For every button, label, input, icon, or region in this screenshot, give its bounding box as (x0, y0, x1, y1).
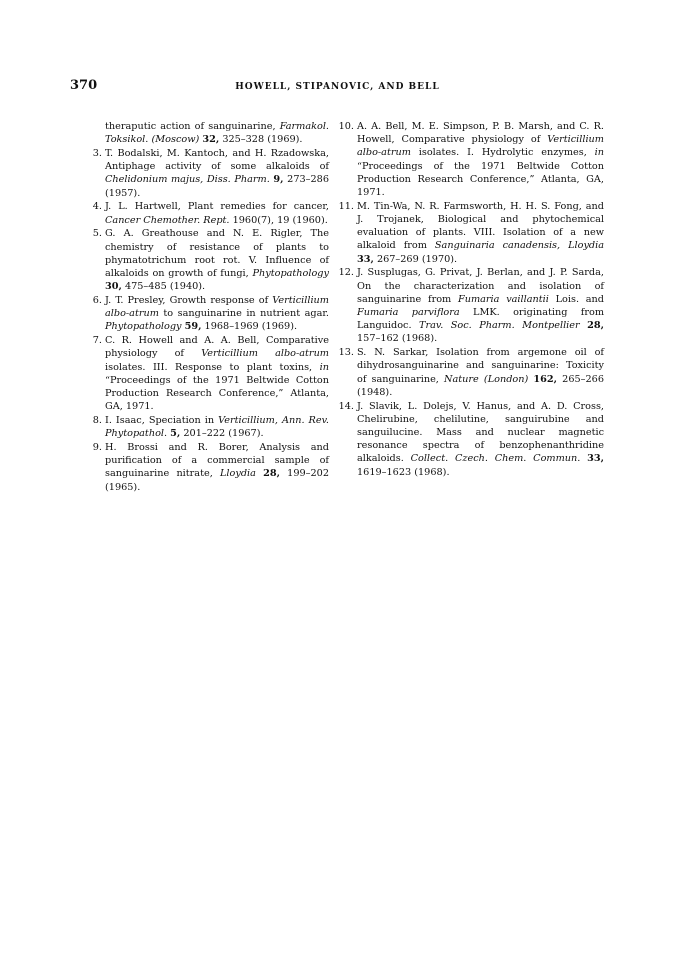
reference-entry (338, 200, 604, 266)
reference-number: 11. (338, 200, 354, 212)
reference-text: 9, (273, 174, 284, 186)
reference-text: Verticillium albo-atrum (201, 348, 329, 360)
reference-text: 1968–1969 (1969). (201, 321, 298, 333)
reference-text: 59, (184, 321, 202, 333)
page-number: 370 (70, 78, 98, 93)
reference-number: 7. (92, 335, 102, 347)
reference-text: Verticillium, Ann. Rev. Phytopathol. (105, 415, 329, 440)
reference-text: 201–222 (1967). (180, 428, 264, 440)
reference-text: “Proceedings of the 1971 Beltwide Cotton Production Research Conference,” Atlanta, GA, 1971. (357, 160, 604, 199)
reference-text: Phytopathology (252, 268, 329, 280)
reference-text: 1960(7), 19 (1960). (229, 214, 328, 226)
reference-entry (338, 346, 604, 399)
reference-text: theraputic action of sanguinarine, (105, 121, 280, 132)
reference-text: 32, (202, 134, 220, 146)
reference-text: 157–162 (1968). (357, 333, 438, 345)
reference-text: 30, (105, 281, 122, 293)
reference-text: Phytopathology (105, 321, 182, 333)
reference-number: 13. (338, 347, 354, 359)
reference-text: 273–286 (1957). (105, 174, 329, 199)
reference-text: T. Bodalski, M. Kantoch, and H. Rzadowska, Antiphage activity of some alkaloids of (105, 148, 329, 173)
reference-entry (338, 400, 604, 479)
reference-entry (92, 120, 329, 146)
reference-number: 12. (338, 267, 354, 279)
reference-text: Verticillium albo-atrum (105, 295, 329, 320)
running-head: HOWELL, STIPANOVIC, AND BELL (235, 82, 440, 92)
reference-text: Chelidonium majus, Diss. Pharm. (105, 174, 270, 186)
reference-text: J. Slavik, L. Dolejs, V. Hanus, and A. D. Cross, Chelirubine, chelilutine, sanguirubine and sanguilucine. Mass and nuclear magnetic resonance spectra of benzophenanthridine alkaloids. (357, 400, 604, 465)
reference-text: Nature (London) (444, 373, 529, 385)
reference-text: Verticillium albo-atrum (357, 134, 604, 159)
reference-text: 33, (587, 453, 604, 465)
reference-text: 199–202 (1965). (105, 468, 329, 493)
reference-text: J. T. Presley, Growth response of (105, 295, 273, 307)
reference-number: 5. (92, 228, 102, 240)
reference-text: 267–269 (1970). (373, 253, 458, 265)
references-right-column (338, 120, 605, 479)
reference-text: M. Tin-Wa, N. R. Farmsworth, H. H. S. Fong, and J. Trojanek, Biological and phytochemical evaluation of plants. VIII. Isolation of a new alkaloid from (357, 200, 604, 252)
reference-number: 3. (92, 148, 102, 159)
reference-number: 10. (338, 121, 354, 132)
reference-text: in (594, 147, 604, 159)
reference-number: 8. (92, 415, 102, 427)
reference-text: A. A. Bell, M. E. Simpson, P. B. Marsh, and C. R. Howell, Comparative physiology of (357, 121, 604, 146)
reference-text: to sanguinarine in nutrient agar. (158, 308, 329, 320)
reference-text: J. Susplugas, G. Privat, J. Berlan, and J. P. Sarda, On the characterization and isolation of sanguinarine from (357, 267, 604, 305)
reference-text: 33, (357, 253, 374, 265)
reference-entry (92, 227, 329, 293)
reference-text: 5, (170, 428, 181, 440)
reference-text: 28, (263, 468, 280, 480)
reference-entry (338, 266, 605, 345)
reference-text: Collect. Czech. Chem. Commun. (410, 453, 581, 465)
reference-text: I. Isaac, Speciation in (105, 415, 219, 427)
reference-text: in (319, 361, 329, 373)
reference-number: 9. (92, 442, 102, 454)
reference-number: 6. (92, 295, 102, 307)
reference-number: 14. (338, 400, 354, 412)
reference-entry (92, 441, 329, 494)
reference-text: Cancer Chemother. Rept. (105, 214, 230, 226)
reference-text: isolates. III. Response to plant toxins, (105, 361, 320, 373)
reference-text: 162, (533, 373, 558, 385)
reference-text: Lloydia (219, 468, 256, 480)
reference-text: Lois. and (548, 293, 604, 305)
reference-entry (92, 414, 329, 440)
reference-entry (338, 120, 604, 199)
reference-text: J. L. Hartwell, Plant remedies for cancer, (105, 201, 329, 213)
reference-text: Fumaria parviflora (357, 307, 460, 319)
reference-entry (92, 334, 329, 413)
reference-text: 475–485 (1940). (121, 281, 206, 293)
reference-text: isolates. I. Hydrolytic enzymes, (410, 147, 595, 159)
reference-text: 325–328 (1969). (219, 134, 303, 146)
reference-text: H. Brossi and R. Borer, Analysis and purification of a commercial sample of sanguinarine nitrate, (105, 442, 329, 480)
reference-text: S. N. Sarkar, Isolation from argemone oil of dihydrosanguinarine and sanguinarine: Toxicity of sanguinarine, (357, 347, 604, 385)
reference-text: G. A. Greathouse and N. E. Rigler, The chemistry of resistance of plants to phymatotrichum root rot. V. Influence of alkaloids on growth of fungi, (105, 228, 329, 280)
reference-text: Fumaria vaillantii (458, 293, 549, 305)
reference-text: Farmakol. Toksikol. (Moscow) (105, 121, 329, 146)
reference-text: LMK. originating from Languidoc. (357, 307, 605, 332)
reference-text: C. R. Howell and A. A. Bell, Comparative physiology of (105, 335, 329, 360)
reference-text: Sanguinaria canadensis, Lloydia (434, 240, 604, 252)
reference-text: Trav. Soc. Pharm. Montpellier (419, 320, 580, 332)
reference-text: 1619–1623 (1968). (357, 466, 450, 478)
reference-text: “Proceedings of the 1971 Beltwide Cotton Production Research Conference,” Atlanta, GA, 1971. (105, 374, 329, 413)
reference-entry (92, 294, 329, 334)
reference-number: 4. (92, 201, 102, 213)
reference-entry (92, 200, 329, 226)
reference-text: 28, (587, 320, 604, 332)
references-left-column (92, 120, 329, 494)
reference-text: 265–266 (1948). (357, 373, 604, 398)
reference-entry (92, 147, 329, 200)
